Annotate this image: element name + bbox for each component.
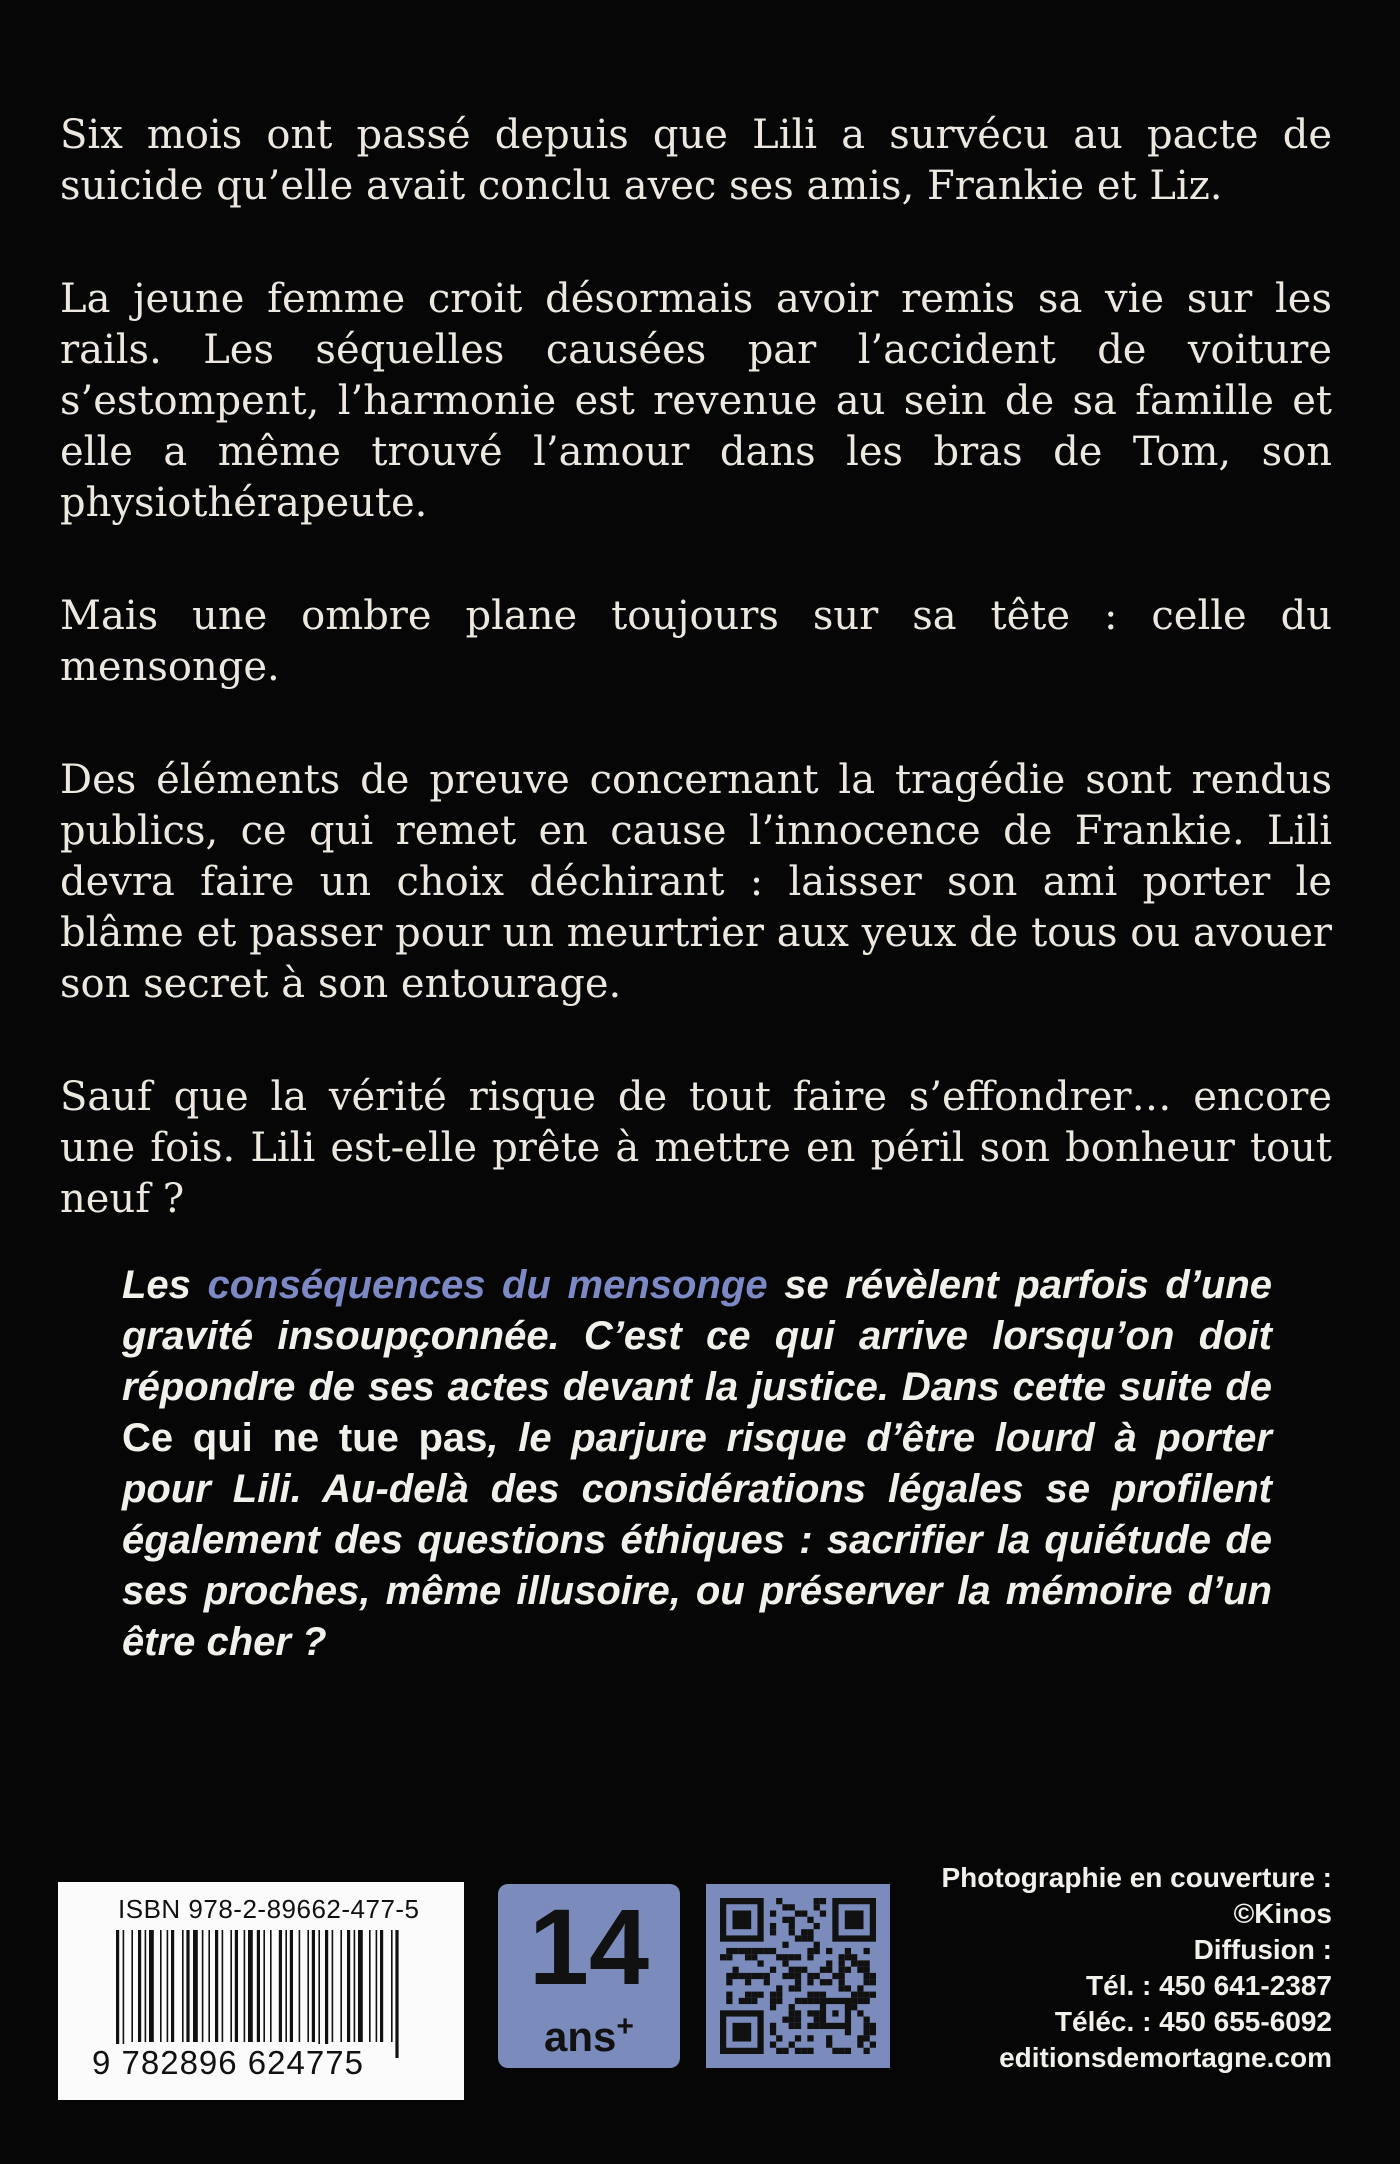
publisher-website: editionsdemortagne.com — [999, 2042, 1332, 2073]
photo-credit: ©Kinos — [1233, 1898, 1332, 1929]
barcode-bars — [114, 1930, 404, 2058]
synopsis-paragraph-5: Sauf que la vérité risque de tout faire s’effondrer… encore une fois. Lili est-elle prête à mettre en péril son bonheur tout neuf ? — [60, 1074, 1332, 1222]
publisher-credits — [942, 1860, 1333, 2076]
age-rating-number: 14 — [528, 1886, 650, 2007]
blurb-text-1: Les — [122, 1263, 208, 1307]
isbn-label: ISBN 978-2-89662-477-5 — [118, 1894, 420, 1924]
age-unit-text: ans — [544, 2013, 617, 2060]
blurb-text-3: , le parjure risque d’être lourd à porter pour Lili. Au-delà des considérations légales se profilent également des questions éthiques : sacrifier la quiétude de ses proches, même illusoire, ou préserver la mémoire d’un être cher ? — [122, 1416, 1272, 1664]
fax-number: Téléc. : 450 655-6092 — [1054, 2006, 1332, 2037]
age-plus: + — [616, 2010, 634, 2043]
age-rating-badge — [498, 1884, 680, 2068]
synopsis-paragraph-2: La jeune femme croit désormais avoir remis sa vie sur les rails. Les séquelles causées par l’accident de voiture s’estompent, l’harmonie est revenue au sein de sa famille et elle a même trouvé l’amour dans les bras de Tom, son physiothérapeute. — [60, 276, 1332, 526]
blurb-text-2: se révèlent parfois d’une gravité insoupçonnée. C’est ce qui arrive lorsqu’on doit répondre de ses actes devant la justice. Dans cette suite de — [122, 1263, 1272, 1409]
synopsis-paragraph-4: Des éléments de preuve concernant la tragédie sont rendus publics, ce qui remet en cause l’innocence de Frankie. Lili devra faire un choix déchirant : laisser son ami porter le blâme et passer pour un meurtrier aux yeux de tous ou avouer son secret à son entourage. — [60, 757, 1332, 1007]
synopsis — [60, 110, 1332, 1287]
diffusion-label: Diffusion : — [1193, 1934, 1332, 1965]
synopsis-paragraph-1: Six mois ont passé depuis que Lili a survécu au pacte de suicide qu’elle avait conclu avec ses amis, Frankie et Liz. — [60, 112, 1332, 209]
phone-number: Tél. : 450 641-2387 — [1086, 1970, 1332, 2001]
barcode-digits: 9 782896 624775 — [88, 2044, 368, 2082]
photo-credit-label: Photographie en couverture : — [941, 1862, 1332, 1893]
qr-code — [706, 1884, 890, 2068]
book-title: Ce qui ne tue pas — [122, 1416, 488, 1460]
synopsis-paragraph-3: Mais une ombre plane toujours sur sa tête : celle du mensonge. — [60, 593, 1332, 690]
collection-blurb — [122, 1260, 1272, 1668]
isbn-barcode — [58, 1882, 464, 2100]
age-rating-unit — [498, 2004, 680, 2060]
series-highlight: conséquences du mensonge — [207, 1263, 768, 1307]
qr-code-icon — [720, 1898, 876, 2054]
